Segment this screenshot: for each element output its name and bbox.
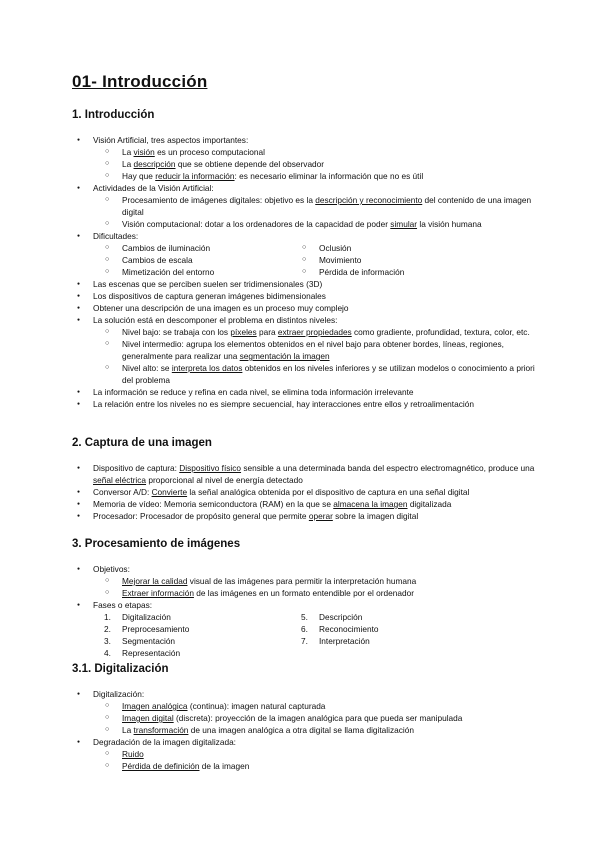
list-item: ● La solución está en descomponer el problema en distintos niveles: <box>72 314 542 326</box>
list-item: ● Degradación de la imagen digitalizada: <box>72 736 542 748</box>
list-item: ○ Hay que reducir la información: es necesario eliminar la información que no es útil <box>72 170 542 182</box>
section-heading-captura: 2. Captura de una imagen <box>72 437 212 449</box>
section-digitalizacion <box>72 688 542 772</box>
page-title: 01- Introducción <box>72 72 208 91</box>
list-item: ○ Nivel intermedio: agrupa los elementos obtenidos en el nivel bajo para obtener bordes, líneas, regiones, generalmente para realizar una segmentación la imagen <box>72 338 542 362</box>
list-item: ● Las escenas que se perciben suelen ser tridimensionales (3D) <box>72 278 542 290</box>
list-item: 7. Interpretación <box>301 636 370 646</box>
list-item: 6. Reconocimiento <box>301 624 379 634</box>
list-item: ○ Pérdida de información <box>269 266 466 278</box>
bullet-list <box>72 462 542 522</box>
list-item: 4. Representación <box>104 648 181 658</box>
list-item: ○ Ruido <box>72 748 542 760</box>
list-item: ○ Oclusión <box>269 242 466 254</box>
list-item: ○ Mejorar la calidad visual de las imágenes para permitir la interpretación humana <box>72 575 542 587</box>
list-item: ○ Nivel alto: se interpreta los datos obtenidos en los niveles inferiores y se utilizan modelos o conocimiento a priori del problema <box>72 362 542 386</box>
bullet-list <box>72 563 542 659</box>
list-item: 5. Descripción <box>301 612 363 622</box>
section-introduccion <box>72 134 542 410</box>
list-item: ○ Procesamiento de imágenes digitales: objetivo es la descripción y reconocimiento del contenido de una imagen digital <box>72 194 542 218</box>
list-item: ○ La visión es un proceso computacional <box>72 146 542 158</box>
section-heading-procesamiento: 3. Procesamiento de imágenes <box>72 538 241 550</box>
list-item: ○ Nivel bajo: se trabaja con los píxeles para extraer propiedades como gradiente, profundidad, textura, color, etc. <box>72 326 542 338</box>
list-item: ○ Visión computacional: dotar a los ordenadores de la capacidad de poder simular la visión humana <box>72 218 542 230</box>
bullet-list <box>72 134 542 410</box>
list-item: ○ Mimetización del entorno <box>72 266 269 278</box>
list-item: 1. Digitalización <box>104 612 171 622</box>
bullet-list <box>72 688 542 772</box>
list-item: ● Conversor A/D: Convierte la señal analógica obtenida por el dispositivo de captura en una señal digital <box>72 486 542 498</box>
list-item: ● Visión Artificial, tres aspectos importantes: <box>72 134 542 146</box>
list-item: ● Obtener una descripción de una imagen es un proceso muy complejo <box>72 302 542 314</box>
section-heading-digitalizacion: 3.1. Digitalización <box>72 663 169 675</box>
list-item: ○ La descripción que se obtiene depende del observador <box>72 158 542 170</box>
list-item: ● Memoria de vídeo: Memoria semiconductora (RAM) en la que se almacena la imagen digitalizada <box>72 498 542 510</box>
list-item: ● Fases o etapas: <box>72 599 542 611</box>
list-item: ○ Pérdida de definición de la imagen <box>72 760 542 772</box>
list-item: ● Dificultades: <box>72 230 542 242</box>
list-item: ○ Extraer información de las imágenes en un formato entendible por el ordenador <box>72 587 542 599</box>
list-item: ○ Cambios de iluminación <box>72 242 269 254</box>
list-item: ○ Cambios de escala <box>72 254 269 266</box>
phases-columns <box>72 611 542 659</box>
list-item: ● Los dispositivos de captura generan imágenes bidimensionales <box>72 290 542 302</box>
section-captura <box>72 462 542 522</box>
list-item: 2. Preprocesamiento <box>104 624 190 634</box>
section-heading-introduccion: 1. Introducción <box>72 109 155 121</box>
list-item: ○ Imagen digital (discreta): proyección de la imagen analógica para que pueda ser manipulada <box>72 712 542 724</box>
list-item: ● La relación entre los niveles no es siempre secuencial, hay interacciones entre ellos y retroalimentación <box>72 398 542 410</box>
list-item: ○ Imagen analógica (continua): imagen natural capturada <box>72 700 542 712</box>
list-item: ● Dispositivo de captura: Dispositivo físico sensible a una determinada banda del espectro electromagnético, produce una señal eléctrica proporcional al nivel de energía detectado <box>72 462 542 486</box>
list-item: ● La información se reduce y refina en cada nivel, se elimina toda información irrelevante <box>72 386 542 398</box>
list-item: ● Procesador: Procesador de propósito general que permite operar sobre la imagen digital <box>72 510 542 522</box>
section-procesamiento <box>72 563 542 659</box>
list-item: ● Actividades de la Visión Artificial: <box>72 182 542 194</box>
list-item: ○ La transformación de una imagen analógica a otra digital se llama digitalización <box>72 724 542 736</box>
list-item: ● Digitalización: <box>72 688 542 700</box>
list-item: 3. Segmentación <box>104 636 176 646</box>
list-item: ○ Movimiento <box>269 254 466 266</box>
difficulties-columns <box>72 242 542 278</box>
list-item: ● Objetivos: <box>72 563 542 575</box>
